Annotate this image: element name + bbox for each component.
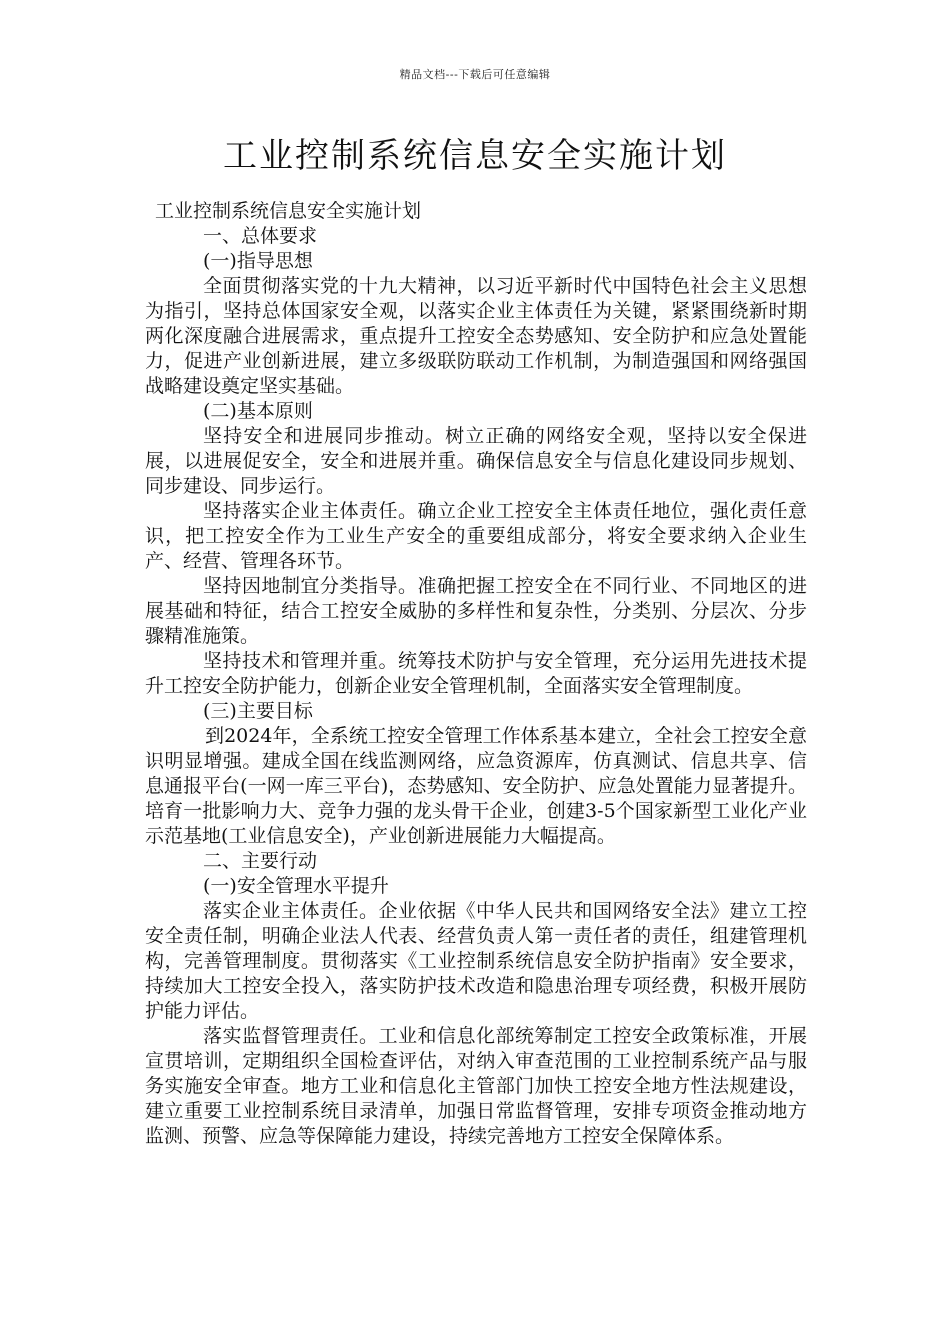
document-subtitle: 工业控制系统信息安全实施计划 — [155, 200, 422, 222]
subsection-heading: (三)主要目标 — [203, 700, 313, 722]
paragraph: 全面贯彻落实党的十九大精神，以习近平新时代中国特色社会主义思想为指引，坚持总体国家安全观，以落实企业主体责任为关键，紧紧围绕新时期两化深度融合进展需求，重点提升工控安全态势感知、安全防护和应急处置能力，促进产业创新进展，建立多级联防联动工作机制，为制造强国和网络强国战略建设奠定坚实基础。 — [145, 275, 807, 397]
subsection-heading: (二)基本原则 — [203, 400, 313, 422]
document-title: 工业控制系统信息安全实施计划 — [223, 136, 727, 176]
section-heading: 一、总体要求 — [203, 225, 318, 247]
paragraph: 落实监督管理责任。工业和信息化部统筹制定工控安全政策标准，开展宣贯培训，定期组织全国检查评估，对纳入审查范围的工业控制系统产品与服务实施安全审查。地方工业和信息化主管部门加快工控安全地方性法规建设，建立重要工业控制系统目录清单，加强日常监督管理，安排专项资金推动地方监测、预警、应急等保障能力建设，持续完善地方工控安全保障体系。 — [145, 1025, 807, 1147]
paragraph: 坚持落实企业主体责任。确立企业工控安全主体责任地位，强化责任意识，把工控安全作为工业生产安全的重要组成部分，将安全要求纳入企业生产、经营、管理各环节。 — [145, 500, 807, 572]
paragraph: 坚持安全和进展同步推动。树立正确的网络安全观，坚持以安全保进展，以进展促安全，安全和进展并重。确保信息安全与信息化建设同步规划、同步建设、同步运行。 — [145, 425, 807, 497]
paragraph: 落实企业主体责任。企业依据《中华人民共和国网络安全法》建立工控安全责任制，明确企业法人代表、经营负责人第一责任者的责任，组建管理机构，完善管理制度。贯彻落实《工业控制系统信息安全防护指南》安全要求，持续加大工控安全投入，落实防护技术改造和隐患治理专项经费，积极开展防护能力评估。 — [145, 900, 807, 1022]
subsection-heading: (一)安全管理水平提升 — [203, 875, 389, 897]
paragraph: 坚持技术和管理并重。统筹技术防护与安全管理，充分运用先进技术提升工控安全防护能力，创新企业安全管理机制，全面落实安全管理制度。 — [145, 650, 807, 697]
subsection-heading: (一)指导思想 — [203, 250, 313, 272]
header-note: 精品文档---下载后可任意编辑 — [399, 68, 551, 81]
paragraph: 到2024年，全系统工控安全管理工作体系基本建立，全社会工控安全意识明显增强。建成全国在线监测网络，应急资源库，仿真测试、信息共享、信息通报平台(一网一库三平台)，态势感知、安全防护、应急处置能力显著提升。培育一批影响力大、竞争力强的龙头骨干企业，创建3-5个国家新型工业化产业示范基地(工业信息安全)，产业创新进展能力大幅提高。 — [145, 725, 807, 847]
document-body — [145, 199, 807, 1149]
section-heading: 二、主要行动 — [203, 850, 318, 872]
paragraph: 坚持因地制宜分类指导。准确把握工控安全在不同行业、不同地区的进展基础和特征，结合工控安全威胁的多样性和复杂性，分类别、分层次、分步骤精准施策。 — [145, 575, 807, 647]
